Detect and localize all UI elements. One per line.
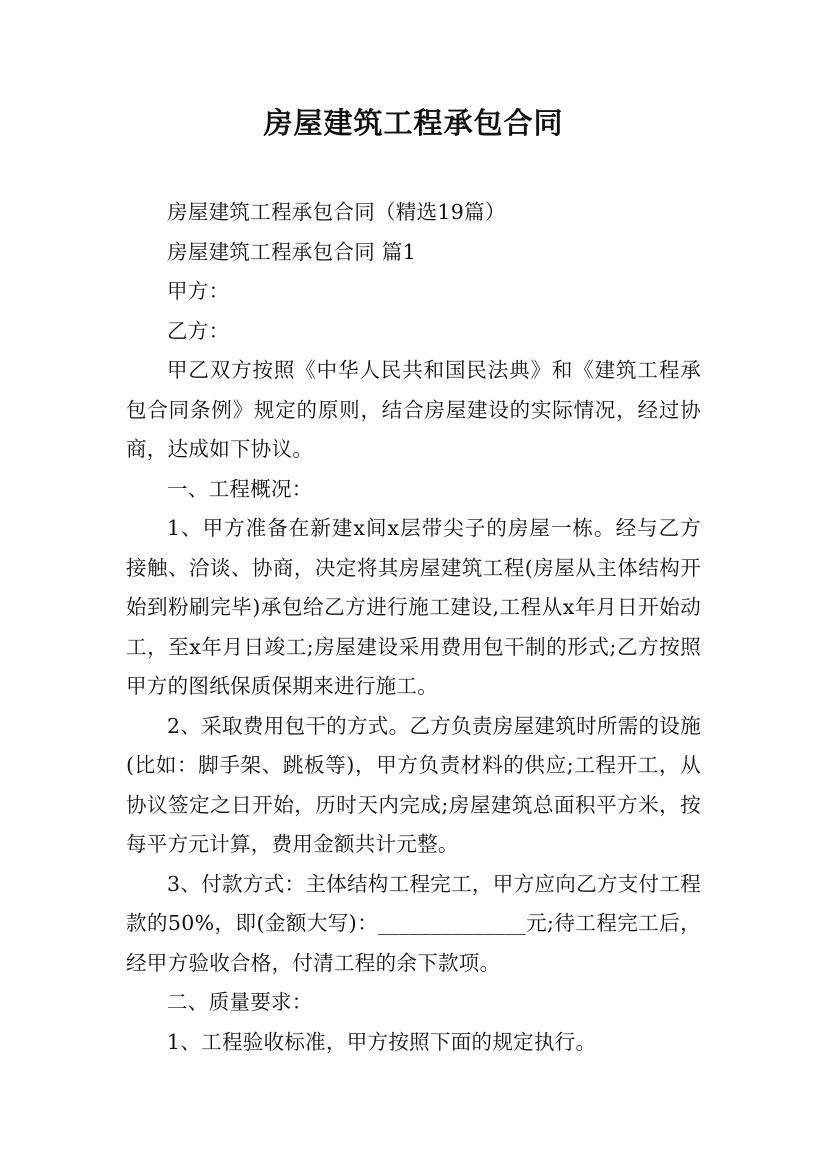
document-body	[126, 193, 701, 1062]
paragraph-section-heading: 房屋建筑工程承包合同 篇1	[167, 239, 416, 264]
paragraph-heading-overview: 一、工程概况：	[167, 476, 313, 501]
document-title: 房屋建筑工程承包合同	[263, 106, 564, 140]
paragraph-quality-clause-1: 1、工程验收标准，甲方按照下面的规定执行。	[167, 1029, 597, 1054]
paragraph-heading-quality: 二、质量要求：	[167, 990, 313, 1014]
paragraph-preamble: 甲乙双方按照《中华人民共和国民法典》和《建筑工程承包合同条例》规定的原则，结合房屋建设的实际情况，经过协商，达成如下协议。	[126, 358, 701, 461]
paragraph-clause-1: 1、甲方准备在新建x间x层带尖子的房屋一栋。经与乙方接触、洽谈、协商，决定将其房屋建筑工程(房屋从主体结构开始到粉刷完毕)承包给乙方进行施工建设,工程从x年月日开始动工，至x年月日竣工;房屋建设采用费用包干制的形式;乙方按照甲方的图纸保质保期来进行施工。	[126, 516, 701, 698]
paragraph-clause-3: 3、付款方式：主体结构工程完工，甲方应向乙方支付工程款的50%，即(金额大写)：______________元;待工程完工后，经甲方验收合格，付清工程的余下款项。	[126, 871, 701, 975]
paragraph-subtitle: 房屋建筑工程承包合同（精选19篇）	[167, 200, 506, 224]
paragraph-clause-2: 2、采取费用包干的方式。乙方负责房屋建筑时所需的设施(比如：脚手架、跳板等)，甲方负责材料的供应;工程开工，从协议签定之日开始，历时天内完成;房屋建筑总面积平方米，按每平方元计算，费用金额共计元整。	[126, 713, 701, 856]
paragraph-party-b: 乙方：	[167, 318, 230, 343]
paragraph-party-a: 甲方：	[167, 279, 230, 303]
